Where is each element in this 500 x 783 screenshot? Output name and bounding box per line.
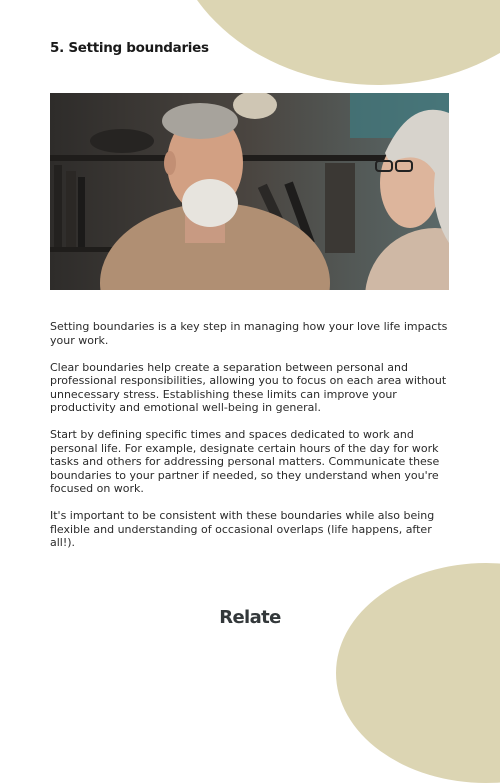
paragraph: Clear boundaries help create a separation between personal and professional responsibilities, allowing you to focus on each area without unnecessary stress. Establishing these limits can improve your productivity and emotional well-being in general. <box>50 360 447 414</box>
decorative-blob-top <box>168 0 500 85</box>
decorative-blob-bottom <box>336 563 500 783</box>
paragraph: Start by defining specific times and spaces dedicated to work and personal life. For example, designate certain hours of the day for work tasks and others for addressing personal matters. Communicate these boundaries to your partner if needed, so they understand when you're focused on work. <box>50 428 440 495</box>
couple-photo <box>50 93 449 290</box>
paragraph: Setting boundaries is a key step in managing how your love life impacts your work. <box>50 320 448 347</box>
body-text <box>50 320 452 563</box>
paragraph: It's important to be consistent with these boundaries while also being flexible and understanding of occasional overlaps (life happens, after all!). <box>50 509 435 549</box>
section-heading: 5. Setting boundaries <box>50 40 209 56</box>
relate-logo: Relate <box>219 607 281 628</box>
